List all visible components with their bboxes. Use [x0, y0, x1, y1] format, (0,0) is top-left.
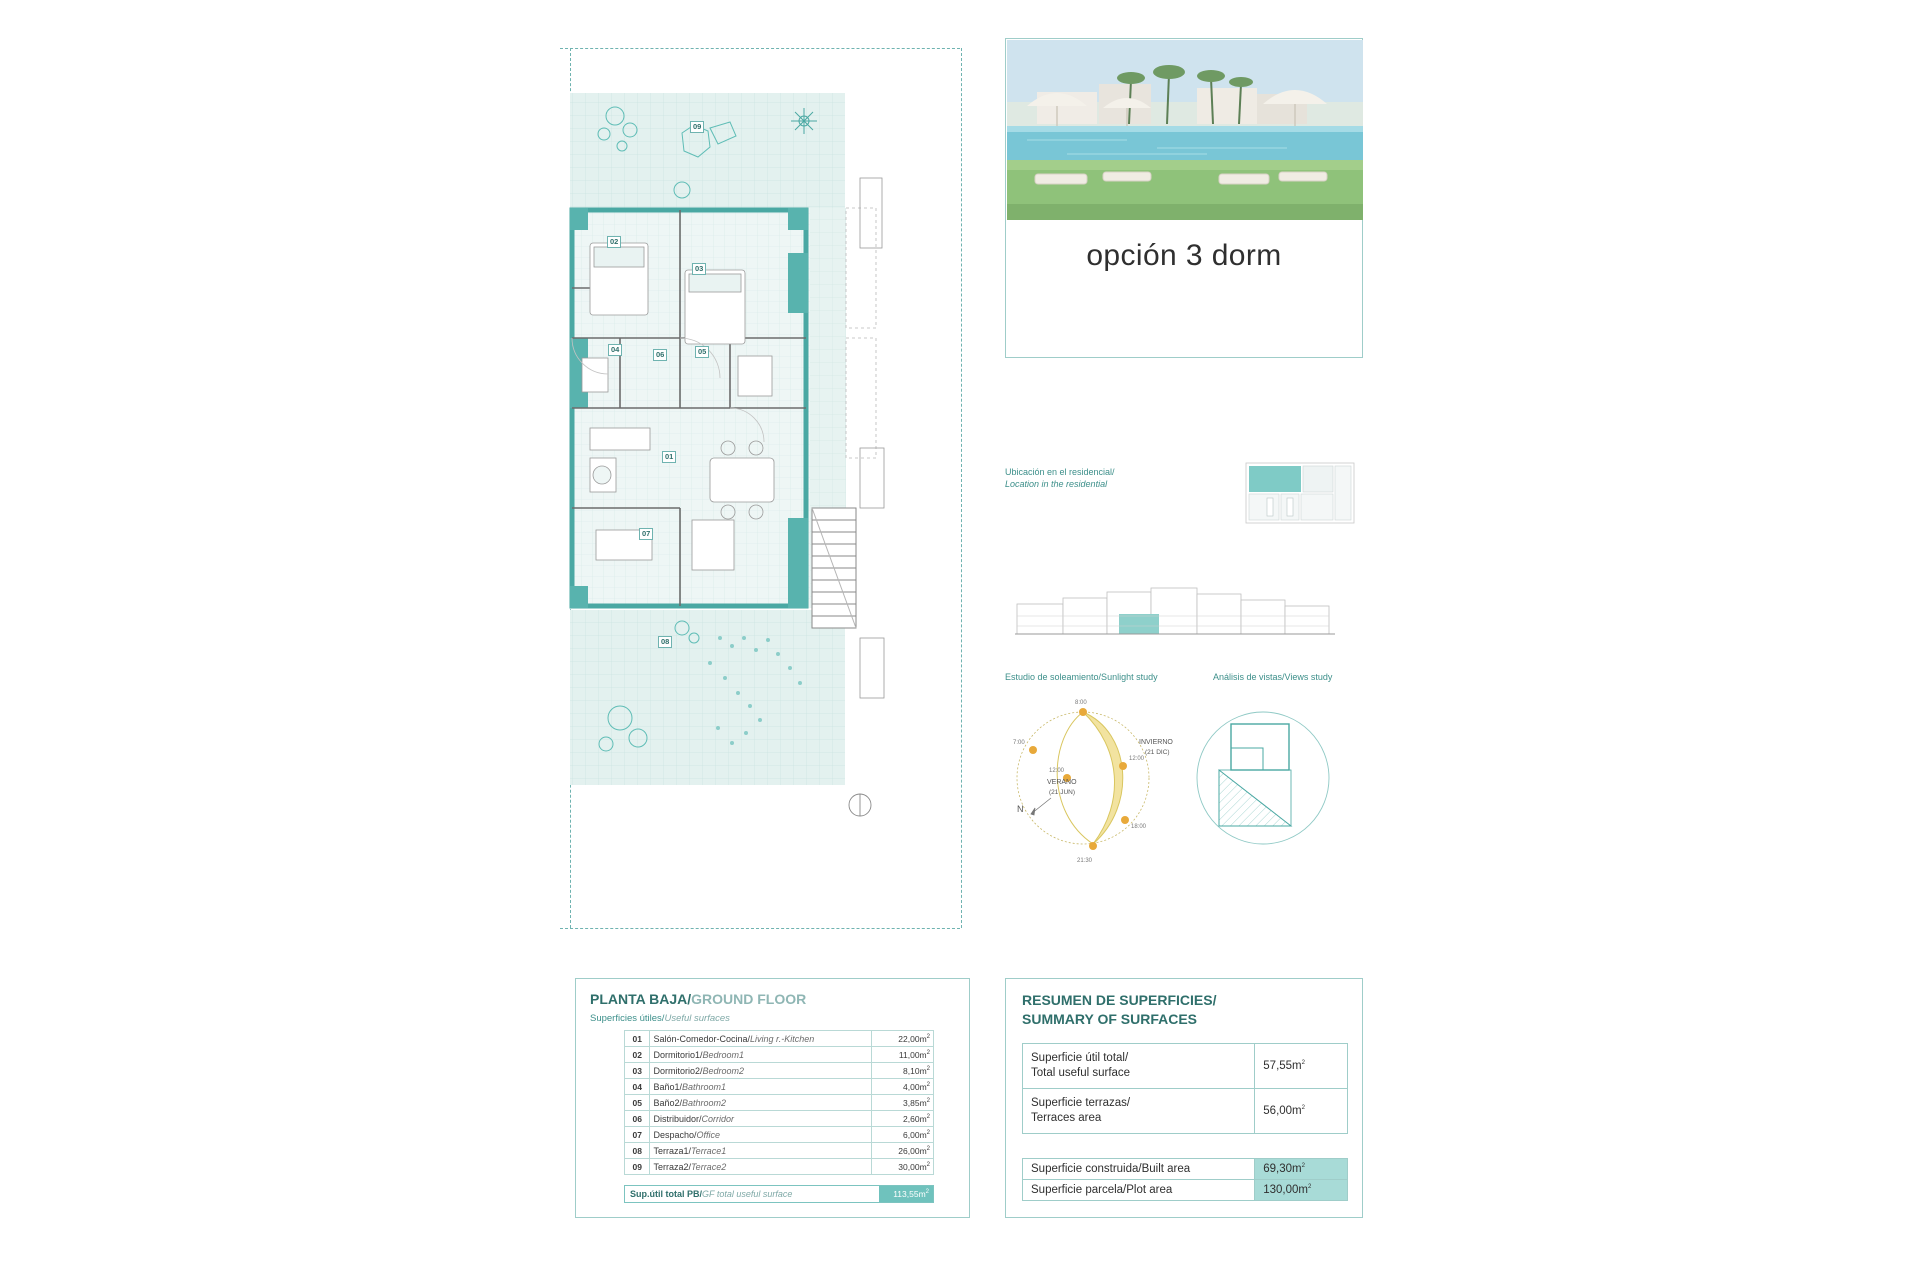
row-code: 04 [625, 1079, 650, 1095]
svg-text:VERANO: VERANO [1047, 779, 1077, 786]
summary-built-table [1022, 1158, 1348, 1201]
row-area [871, 1047, 933, 1063]
table-row [1023, 1089, 1348, 1134]
row-code: 06 [625, 1111, 650, 1127]
row-name-en: Bathroom2 [682, 1097, 727, 1108]
row-area-unit: 2 [926, 1065, 930, 1072]
summary-row-label [1023, 1089, 1255, 1134]
row-name [650, 1079, 871, 1095]
row-area-value: 11,00m [898, 1049, 927, 1060]
row-area-value: 3,85m [903, 1097, 927, 1108]
row-name [650, 1143, 871, 1159]
row-code: 08 [625, 1143, 650, 1159]
row-area-unit: 2 [926, 1113, 930, 1120]
plot-row-label: Superficie parcela/Plot area [1023, 1180, 1255, 1201]
floor-plan-drawing [560, 38, 980, 958]
row-name-es: Terraza2/ [653, 1161, 692, 1172]
row-name [650, 1127, 871, 1143]
summary-row-label [1023, 1044, 1255, 1089]
elevation-diagram [1015, 578, 1365, 644]
plot-row-number: 130,00m [1263, 1184, 1308, 1196]
plot-row-unit: 2 [1307, 1184, 1312, 1191]
table-row [1023, 1180, 1348, 1201]
table-row [625, 1079, 934, 1095]
summary-row-label-es: Superficie terrazas/ [1031, 1097, 1131, 1109]
table-row [625, 1047, 934, 1063]
row-name [650, 1063, 871, 1079]
summary-row-label-es: Superficie útil total/ [1031, 1052, 1129, 1064]
summary-row-unit: 2 [1301, 1105, 1305, 1112]
room-marker-07: 07 [639, 528, 653, 540]
rooms-table [624, 1030, 934, 1175]
row-name-es: Salón-Comedor-Cocina/ [653, 1033, 751, 1044]
row-area [871, 1143, 933, 1159]
summary-title-es: RESUMEN DE SUPERFICIES/ [1022, 992, 1217, 1008]
summary-row-label-en: Total useful surface [1031, 1067, 1131, 1079]
location-label [1005, 466, 1205, 490]
sunlight-study-label: Estudio de soleamiento/Sunlight study [1005, 672, 1158, 682]
row-name-en: Bedroom1 [702, 1049, 745, 1060]
summary-row-number: 57,55m [1263, 1060, 1302, 1072]
svg-text:8:00: 8:00 [1075, 700, 1087, 706]
summary-row-unit: 2 [1301, 1060, 1305, 1067]
built-row-unit: 2 [1301, 1163, 1305, 1170]
built-row-label: Superficie construida/Built area [1023, 1159, 1255, 1180]
site-key-plan [1245, 462, 1355, 524]
gf-total-label-en: GF total useful surface [702, 1189, 793, 1199]
room-marker-08: 08 [658, 636, 672, 648]
table-row [625, 1159, 934, 1175]
svg-text:N: N [1017, 804, 1024, 814]
row-area [871, 1159, 933, 1175]
row-name-es: Dormitorio2/ [653, 1065, 703, 1076]
table-row [1023, 1044, 1348, 1089]
render-panel [1005, 38, 1363, 358]
row-name-es: Baño1/ [653, 1081, 683, 1092]
row-name [650, 1047, 871, 1063]
ground-floor-total-row [624, 1185, 934, 1203]
row-area-unit: 2 [926, 1145, 930, 1152]
summary-row-value [1255, 1089, 1348, 1134]
summary-title [1022, 991, 1346, 1029]
svg-text:INVIERNO: INVIERNO [1139, 739, 1173, 746]
row-area-unit: 2 [926, 1129, 930, 1136]
table-row [625, 1127, 934, 1143]
table-row [625, 1095, 934, 1111]
row-name-en: Corridor [701, 1113, 735, 1124]
gf-total-number: 113,55m [893, 1189, 926, 1199]
row-area-unit: 2 [926, 1161, 930, 1168]
location-label-en: Location in the residential [1005, 479, 1108, 489]
row-area-unit: 2 [926, 1049, 930, 1056]
row-code: 05 [625, 1095, 650, 1111]
row-code: 09 [625, 1159, 650, 1175]
row-code: 01 [625, 1031, 650, 1047]
row-name [650, 1159, 871, 1175]
row-area-value: 4,00m [903, 1081, 927, 1092]
table-row [625, 1143, 934, 1159]
svg-text:7:00: 7:00 [1013, 740, 1025, 746]
row-code: 03 [625, 1063, 650, 1079]
ground-floor-subtitle [590, 1013, 955, 1024]
row-name [650, 1031, 871, 1047]
room-marker-02: 02 [607, 236, 621, 248]
render-image [1007, 40, 1363, 220]
option-title: opción 3 dorm [1086, 239, 1282, 272]
table-row [625, 1031, 934, 1047]
built-row-value [1255, 1159, 1348, 1180]
row-name [650, 1095, 871, 1111]
row-code: 07 [625, 1127, 650, 1143]
svg-text:(21 JUN): (21 JUN) [1049, 789, 1076, 796]
summary-row-number: 56,00m [1263, 1105, 1302, 1117]
row-area [871, 1079, 933, 1095]
studies-diagrams [1005, 686, 1365, 876]
row-name-en: Terrace2 [691, 1161, 727, 1172]
summary-row-value [1255, 1044, 1348, 1089]
svg-text:21:30: 21:30 [1077, 858, 1093, 864]
row-area-unit: 2 [926, 1081, 930, 1088]
gf-total-value [879, 1186, 933, 1202]
location-label-es: Ubicación en el residencial/ [1005, 467, 1115, 477]
room-marker-03: 03 [692, 263, 706, 275]
row-name-en: Office [696, 1129, 721, 1140]
row-area-value: 6,00m [903, 1129, 927, 1140]
svg-text:12:00: 12:00 [1049, 768, 1065, 774]
row-name-en: Terrace1 [691, 1145, 727, 1156]
row-area [871, 1031, 933, 1047]
gf-total-label-es: Sup.útil total PB/ [630, 1189, 702, 1199]
row-area-unit: 2 [926, 1033, 930, 1040]
table-row [625, 1063, 934, 1079]
built-row-number: 69,30m [1263, 1163, 1302, 1175]
row-area [871, 1063, 933, 1079]
row-code: 02 [625, 1047, 650, 1063]
views-study-label: Análisis de vistas/Views study [1213, 672, 1333, 682]
gf-sub-en: Useful surfaces [664, 1013, 730, 1024]
row-area [871, 1111, 933, 1127]
row-area-value: 8,10m [903, 1065, 927, 1076]
gf-total-label [625, 1186, 879, 1202]
row-area [871, 1127, 933, 1143]
row-area-value: 2,60m [903, 1113, 927, 1124]
row-name-es: Terraza1/ [653, 1145, 692, 1156]
summary-title-en: SUMMARY OF SURFACES [1022, 1011, 1198, 1027]
summary-useful-table [1022, 1043, 1348, 1134]
room-marker-04: 04 [608, 344, 622, 356]
row-name-es: Distribuidor/ [653, 1113, 702, 1124]
gf-title-en: GROUND FLOOR [691, 991, 807, 1007]
row-name [650, 1111, 871, 1127]
summary-row-label-en: Terraces area [1031, 1112, 1102, 1124]
row-name-en: Bedroom2 [702, 1065, 745, 1076]
row-area-unit: 2 [926, 1097, 930, 1104]
room-marker-09: 09 [690, 121, 704, 133]
svg-text:18:00: 18:00 [1131, 824, 1147, 830]
table-row [625, 1111, 934, 1127]
ground-floor-title [590, 991, 955, 1007]
row-area-value: 26,00m [898, 1145, 927, 1156]
summary-panel [1005, 978, 1363, 1218]
row-name-en: Bathroom1 [682, 1081, 727, 1092]
row-name-es: Dormitorio1/ [653, 1049, 703, 1060]
row-name-es: Despacho/ [653, 1129, 697, 1140]
gf-title-es: PLANTA BAJA/ [590, 991, 692, 1007]
gf-sub-es: Superficies útiles/ [590, 1013, 665, 1024]
plan-vector [560, 38, 980, 958]
room-marker-06: 06 [653, 349, 667, 361]
row-area [871, 1095, 933, 1111]
svg-text:12:00: 12:00 [1129, 756, 1145, 762]
row-name-es: Baño2/ [653, 1097, 683, 1108]
row-area-value: 30,00m [898, 1161, 927, 1172]
room-marker-01: 01 [662, 451, 676, 463]
svg-text:(21 DIC): (21 DIC) [1145, 749, 1170, 756]
table-row [1023, 1159, 1348, 1180]
room-marker-05: 05 [695, 346, 709, 358]
plot-row-value [1255, 1180, 1348, 1201]
ground-floor-table-panel [575, 978, 970, 1218]
row-name-en: Living r.-Kitchen [750, 1033, 815, 1044]
gf-total-unit: 2 [925, 1189, 929, 1196]
row-area-value: 22,00m [898, 1033, 927, 1044]
